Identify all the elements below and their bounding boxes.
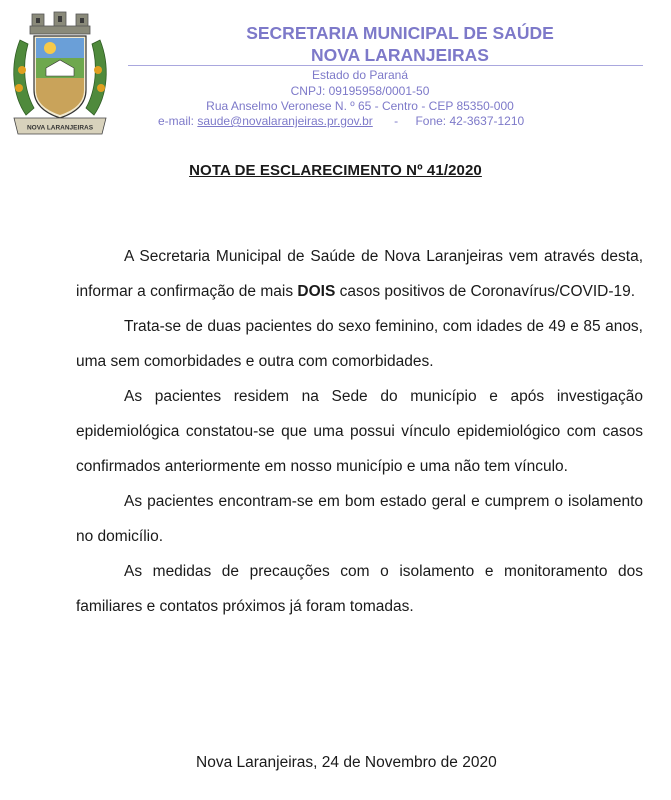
paragraph-3: As pacientes residem na Sede do município e após investigação epidemiológica constatou-se que uma possui vínculo epidemiológico com casos confirmados anteriormente em nosso município e uma não tem vínculo. [76, 388, 643, 475]
note-title: NOTA DE ESCLARECIMENTO Nº 41/2020 [189, 162, 482, 179]
coat-of-arms-logo [6, 10, 114, 142]
email-label: e-mail: [158, 114, 195, 128]
highlight-dois: DOIS [297, 283, 336, 300]
header-divider [128, 65, 643, 66]
email-link[interactable]: saude@novalaranjeiras.pr.gov.br [197, 114, 373, 128]
state-line: Estado do Paraná [311, 68, 409, 82]
paragraph-2: Trata-se de duas pacientes do sexo feminino, com idades de 49 e 85 anos, uma sem comorbidades e outra com comorbidades. [76, 318, 643, 370]
paragraph-4: As pacientes encontram-se em bom estado geral e cumprem o isolamento no domicílio. [76, 493, 643, 545]
place-date: Nova Laranjeiras, 24 de Novembro de 2020 [196, 754, 497, 771]
phone-text: Fone: 42-3637-1210 [415, 114, 525, 128]
note-body [76, 239, 643, 624]
paragraph-1: A Secretaria Municipal de Saúde de Nova Laranjeiras vem através desta, informar a confirmação de mais DOIS casos positivos de Coronavírus/COVID-19. [76, 248, 643, 300]
cnpj-line: CNPJ: 09195958/0001-50 [290, 84, 430, 98]
paragraph-5: As medidas de precauções com o isolamento e monitoramento dos familiares e contatos próximos já foram tomadas. [76, 563, 643, 615]
coat-of-arms-ribbon-text: NOVA LARANJEIRAS [26, 124, 94, 132]
contact-separator: - [394, 114, 399, 128]
org-title-line2: NOVA LARANJEIRAS [311, 45, 489, 65]
address-line: Rua Anselmo Veronese N. º 65 - Centro - CEP 85350-000 [206, 99, 514, 113]
contact-line [158, 114, 524, 128]
org-title-line1: SECRETARIA MUNICIPAL DE SAÚDE [246, 23, 554, 43]
